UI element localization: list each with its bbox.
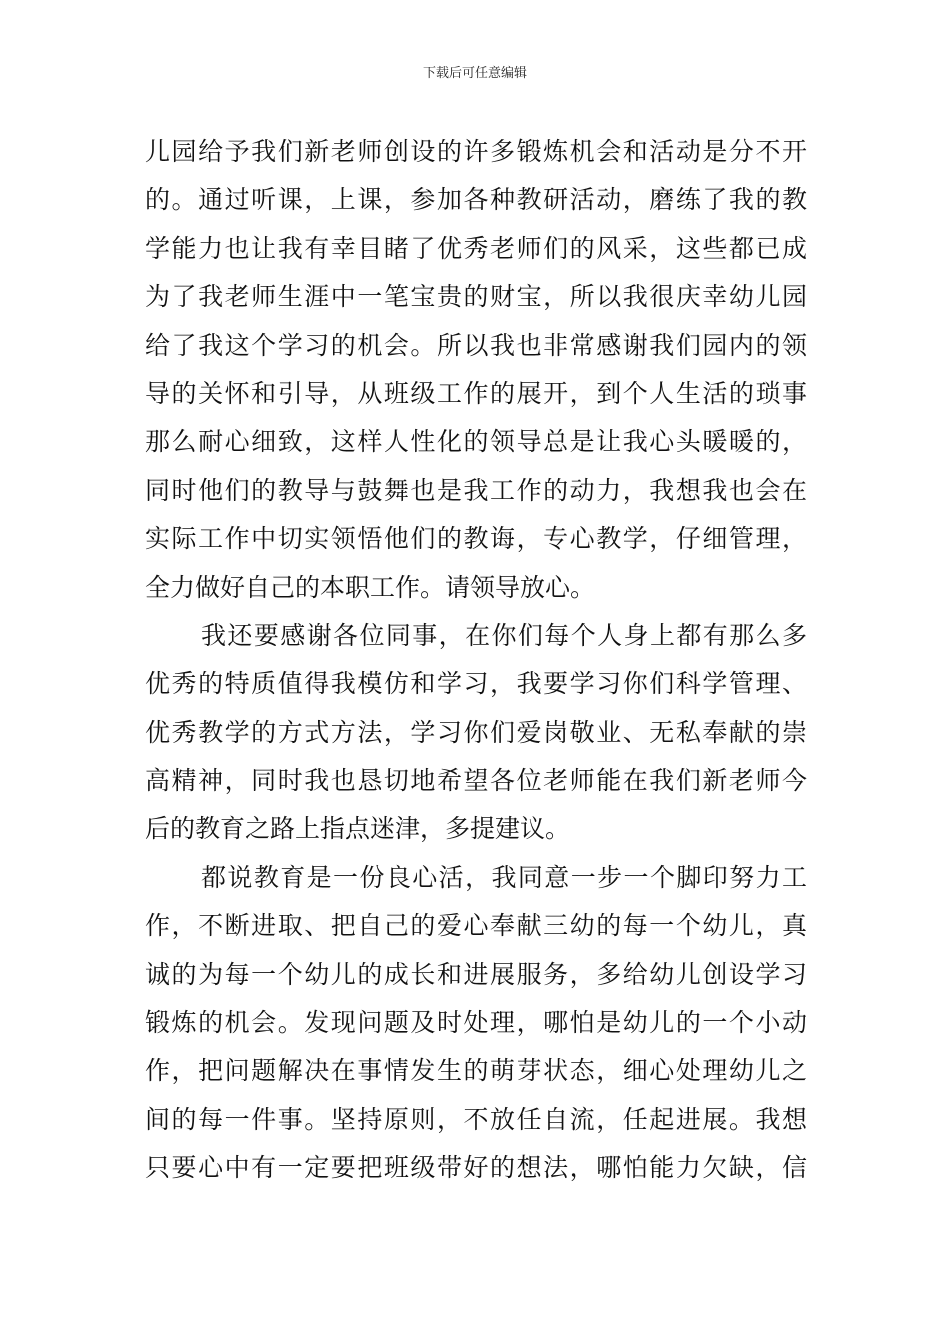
text-line: 作，把问题解决在事情发生的萌芽状态，细心处理幼儿之 bbox=[145, 1056, 807, 1086]
page-header: 下载后可任意编辑 bbox=[422, 66, 527, 81]
text-line: 高精神，同时我也恳切地希望各位老师能在我们新老师今 bbox=[145, 766, 807, 796]
text-line: 为了我老师生涯中一笔宝贵的财宝，所以我很庆幸幼儿园 bbox=[145, 282, 807, 312]
text-line: 那么耐心细致，这样人性化的领导总是让我心头暖暖的， bbox=[145, 427, 807, 457]
text-line: 优秀的特质值得我模仿和学习，我要学习你们科学管理、 bbox=[145, 669, 807, 699]
text-line: 间的每一件事。坚持原则，不放任自流，任起进展。我想 bbox=[145, 1104, 807, 1134]
text-line: 全力做好自己的本职工作。请领导放心。 bbox=[145, 572, 596, 602]
paragraph-1 bbox=[145, 128, 807, 612]
text-line: 儿园给予我们新老师创设的许多锻炼机会和活动是分不开 bbox=[145, 137, 807, 166]
text-line: 实际工作中切实领悟他们的教诲，专心教学，仔细管理， bbox=[145, 524, 807, 554]
text-line: 导的关怀和引导，从班级工作的展开，到个人生活的琐事 bbox=[145, 378, 807, 408]
text-line: 锻炼的机会。发现问题及时处理，哪怕是幼儿的一个小动 bbox=[145, 1008, 807, 1038]
text-line: 诚的为每一个幼儿的成长和进展服务，多给幼儿创设学习 bbox=[145, 959, 807, 989]
text-line: 只要心中有一定要把班级带好的想法，哪怕能力欠缺，信 bbox=[145, 1153, 807, 1183]
text-line: 优秀教学的方式方法，学习你们爱岗敬业、无私奉献的崇 bbox=[145, 717, 807, 747]
text-line: 给了我这个学习的机会。所以我也非常感谢我们园内的领 bbox=[145, 330, 807, 360]
paragraph-3 bbox=[145, 854, 807, 1193]
text-line: 同时他们的教导与鼓舞也是我工作的动力，我想我也会在 bbox=[145, 475, 807, 505]
text-line: 学能力也让我有幸目睹了优秀老师们的风采，这些都已成 bbox=[145, 233, 807, 263]
text-line: 后的教育之路上指点迷津，多提建议。 bbox=[145, 814, 571, 844]
document-body bbox=[145, 128, 807, 1193]
paragraph-2 bbox=[145, 612, 807, 854]
text-line: 我还要感谢各位同事，在你们每个人身上都有那么多 bbox=[201, 620, 807, 650]
text-line: 都说教育是一份良心活，我同意一步一个脚印努力工 bbox=[201, 862, 807, 892]
text-line: 作，不断进取、把自己的爱心奉献三幼的每一个幼儿，真 bbox=[145, 911, 807, 941]
text-line: 的。通过听课，上课，参加各种教研活动，磨练了我的教 bbox=[145, 185, 807, 215]
